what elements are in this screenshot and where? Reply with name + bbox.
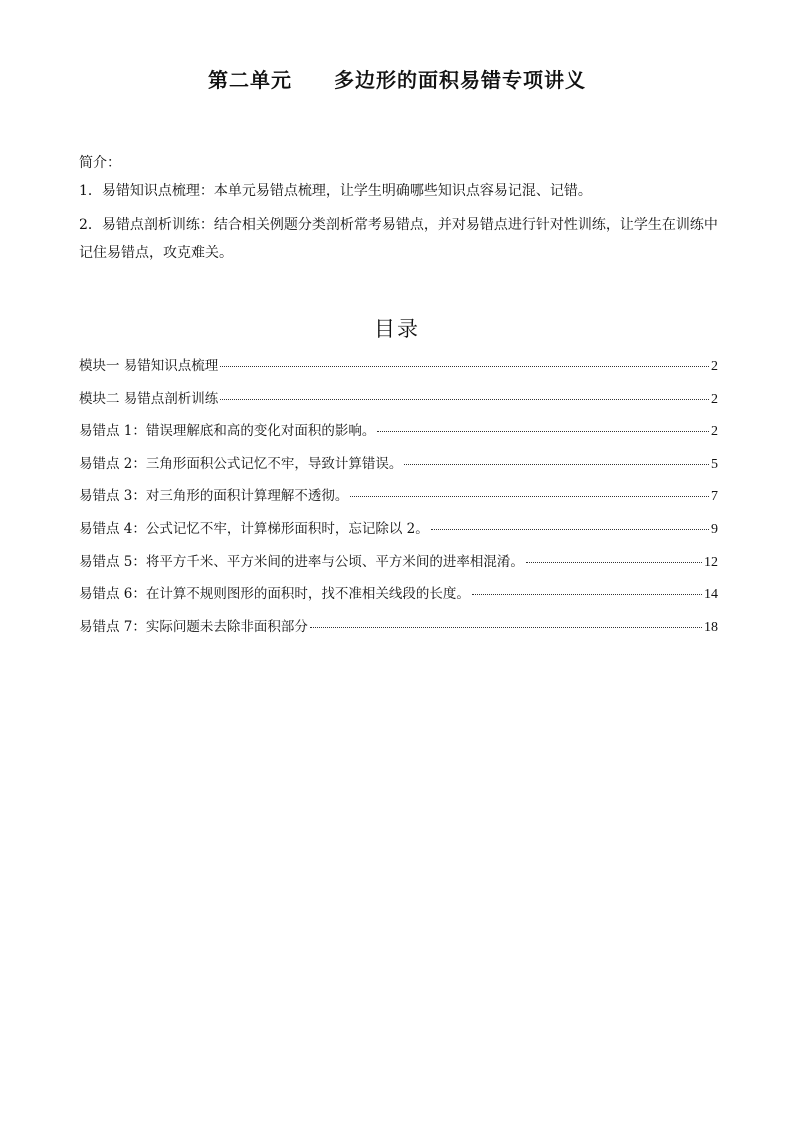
toc-page-number: 12 (704, 554, 718, 570)
intro-item-1: 1．易错知识点梳理：本单元易错点梳理，让学生明确哪些知识点容易记混、记错。 (79, 183, 592, 199)
toc-dot-leader (526, 562, 702, 563)
toc-entry-text: 易错点 7：实际问题未去除非面积部分 (79, 618, 308, 635)
toc-entry-text: 模块二 易错点剖析训练 (79, 390, 219, 407)
toc-entry-text: 易错点 3：对三角形的面积计算理解不透彻。 (79, 488, 349, 505)
toc-entry-text: 易错点 5：将平方千米、平方米间的进率与公顷、平方米间的进率相混淆。 (79, 553, 524, 570)
toc-page-number: 7 (711, 489, 718, 505)
intro-label: 简介： (79, 155, 121, 171)
toc-entry[interactable] (79, 550, 718, 583)
toc-dot-leader (472, 594, 702, 595)
toc-page-number: 2 (711, 391, 718, 407)
toc-entry-text: 易错点 4：公式记忆不牢，计算梯形面积时，忘记除以 2。 (79, 520, 429, 537)
toc-entry[interactable] (79, 615, 718, 648)
toc-dot-leader (220, 366, 709, 367)
toc-entry-text: 模块一 易错知识点梳理 (79, 358, 219, 374)
toc-page-number: 9 (711, 521, 718, 537)
toc-page-number: 18 (704, 619, 718, 635)
toc-entry[interactable] (79, 452, 718, 485)
toc-page-number: 2 (711, 424, 718, 440)
toc-entry[interactable] (79, 582, 718, 615)
toc-page-number: 2 (711, 359, 718, 374)
toc-page-number: 5 (711, 456, 718, 472)
toc-entry-text: 易错点 2：三角形面积公式记忆不牢，导致计算错误。 (79, 455, 403, 472)
toc-entry[interactable] (79, 484, 718, 517)
toc-dot-leader (310, 627, 702, 628)
toc-entry[interactable] (79, 419, 718, 452)
toc-dot-leader (404, 464, 709, 465)
toc-page-number: 14 (704, 587, 718, 603)
toc-dot-leader (220, 399, 709, 400)
toc-dot-leader (431, 529, 709, 530)
toc-heading: 目录 (374, 317, 420, 341)
document-title: 第二单元 多边形的面积易错专项讲义 (208, 68, 586, 92)
toc-dot-leader (350, 496, 709, 497)
toc-entry-text: 易错点 1：错误理解底和高的变化对面积的影响。 (79, 423, 376, 440)
toc-entry[interactable] (79, 387, 718, 420)
toc-entry[interactable] (79, 354, 718, 387)
toc-entry-text: 易错点 6：在计算不规则图形的面积时，找不准相关线段的长度。 (79, 586, 470, 603)
intro-item-2: 2．易错点剖析训练：结合相关例题分类剖析常考易错点，并对易错点进行针对性训练，让学生在训练中记住易错点，攻克难关。 (79, 217, 718, 261)
toc-entry[interactable] (79, 517, 718, 550)
table-of-contents (79, 354, 718, 647)
toc-dot-leader (377, 431, 709, 432)
